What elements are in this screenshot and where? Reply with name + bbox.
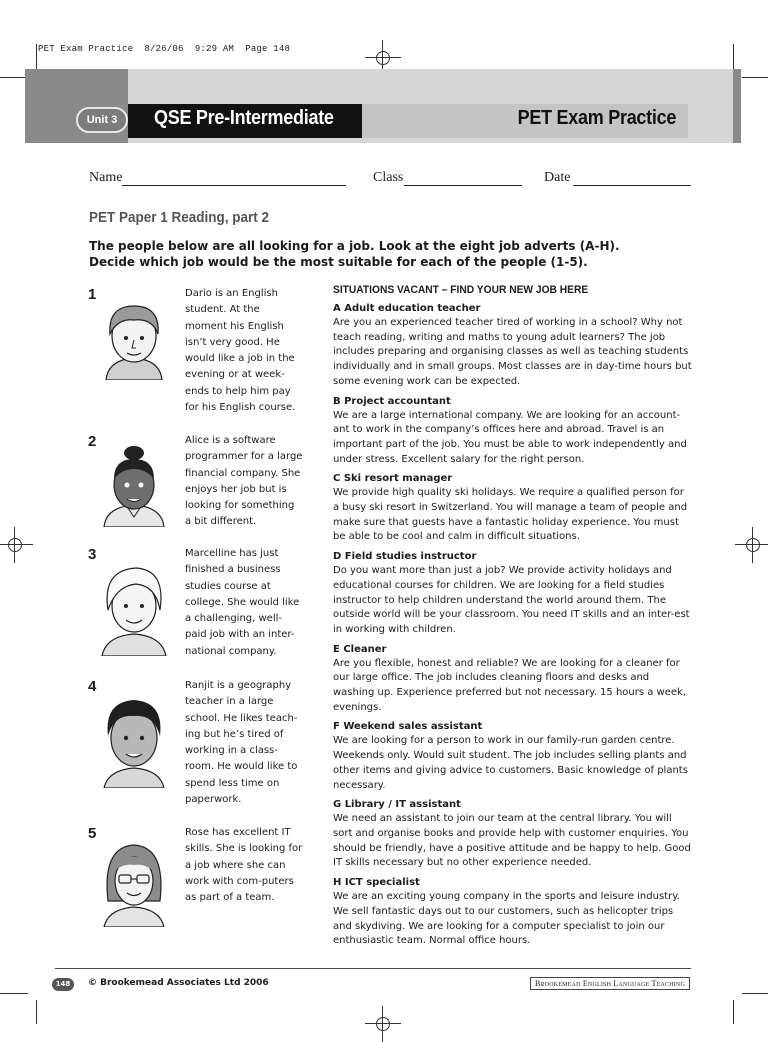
- advert-body: We need an assistant to join our team at the central library. You will sort and organise books and provide help with customer enquiries. You should be friendly, have a positive attitude and be happy to help. Good IT skills necessary but no other experience needed.: [333, 813, 691, 869]
- class-label: Class: [373, 170, 404, 185]
- advert-d: [333, 550, 693, 638]
- advert-body: Are you flexible, honest and reliable? We are looking for a cleaner for our large office. The job includes cleaning floors and desks and washing up. Experience preferred but not necessary. 15 hours a week, evenings.: [333, 657, 687, 713]
- person-description: Rose has excellent IT skills. She is looking for a job where she can work with com-puters as part of a team.: [185, 827, 303, 904]
- person-5-portrait-icon: [92, 835, 176, 927]
- advert-e: [333, 643, 693, 716]
- person-description: Ranjit is a geography teacher in a large school. He likes teach-ing but he’s tired of working in a class-room. He would like to spend less time on paperwork.: [185, 680, 298, 806]
- person-number: 3: [88, 546, 97, 563]
- advert-title: E Cleaner: [333, 643, 387, 655]
- advert-b: [333, 395, 693, 468]
- page-number-badge: 148: [52, 978, 74, 991]
- person-3: [86, 546, 306, 656]
- advert-title: D Field studies instructor: [333, 551, 477, 563]
- section-title: PET Paper 1 Reading, part 2: [89, 209, 270, 226]
- registration-mark: [5, 535, 25, 555]
- person-4-portrait-icon: [92, 688, 176, 788]
- crop-mark: [0, 993, 28, 994]
- advert-title: C Ski resort manager: [333, 473, 453, 485]
- job-adverts: [333, 284, 693, 954]
- person-1: [86, 286, 306, 414]
- crop-mark: [742, 77, 768, 78]
- advert-title: B Project accountant: [333, 395, 451, 407]
- registration-mark: [743, 535, 763, 555]
- person-number: 4: [88, 678, 97, 695]
- person-2-portrait-icon: [92, 443, 176, 527]
- advert-title: G Library / IT assistant: [333, 799, 461, 811]
- person-number: 1: [88, 286, 97, 303]
- date-field[interactable]: [573, 185, 691, 186]
- advert-body: We are looking for a person to work in our family-run garden centre. Weekends only. Would suit student. The job includes selling plants and other items and giving advice to customers. Basic knowledge of plants necessary.: [333, 735, 688, 791]
- advert-title: A Adult education teacher: [333, 303, 481, 314]
- advert-g: [333, 798, 693, 871]
- registration-mark: [373, 1014, 393, 1034]
- footer-rule: [55, 968, 691, 969]
- exam-title: PET Exam Practice: [517, 107, 676, 129]
- person-description: Dario is an English student. At the moment his English isn’t very good. He would like a job in the evening or at week-ends to help him pay for his English course.: [185, 288, 296, 414]
- person-number: 2: [88, 433, 97, 450]
- crop-mark: [36, 1000, 37, 1024]
- registration-mark: [373, 48, 393, 68]
- unit-badge: Unit 3: [76, 107, 128, 133]
- crop-mark: [733, 1000, 734, 1024]
- advert-body: We are an exciting young company in the sports and leisure industry. We sell fantastic days out to our customers, such as helicopter trips and skydiving. We are looking for a computer specialist to join our enthusiastic team. Normal office hours.: [333, 891, 680, 947]
- advert-title: H ICT specialist: [333, 877, 420, 889]
- crop-mark: [36, 44, 37, 72]
- advert-body: Do you want more than just a job? We provide activity holidays and educational courses for children. We are looking for a field studies instructor to help children understand the world around them. The outside world will be your classroom. You need IT skills and an inter-est in working with children.: [333, 565, 690, 635]
- advert-f: [333, 720, 693, 793]
- advert-body: We are a large international company. We are looking for an account-ant to work in the company’s offices here and abroad. Travel is an important part of the job. You must be able to work independently and under stress. Excellent salary for the right person.: [333, 409, 687, 465]
- advert-title: F Weekend sales assistant: [333, 721, 483, 733]
- instructions: [89, 238, 689, 270]
- adverts-heading: SITUATIONS VACANT – FIND YOUR NEW JOB HERE: [333, 284, 589, 296]
- person-1-portrait-icon: [92, 296, 176, 380]
- advert-body: Are you an experienced teacher tired of working in a school? Why not teach reading, writing and maths to young adult learners? The job includes preparing and organising classes as well as teaching students individually and in small groups. Most classes are in day-time hours but some evening work can be expected.: [333, 317, 692, 387]
- crop-mark: [0, 77, 28, 78]
- advert-a: [333, 302, 693, 390]
- person-number: 5: [88, 825, 97, 842]
- course-title: QSE Pre-Intermediate: [154, 107, 334, 129]
- name-label: Name: [89, 170, 123, 185]
- date-label: Date: [544, 170, 571, 185]
- person-description: Marcelline has just finished a business studies course at college. She would like a challenging, well-paid job with an inter-national company.: [185, 548, 300, 657]
- crop-mark: [742, 993, 768, 994]
- person-description: Alice is a software programmer for a large financial company. She enjoys her job but is looking for something a bit different.: [185, 435, 303, 528]
- instructions-line-1: The people below are all looking for a job. Look at the eight job adverts (A-H).: [89, 239, 620, 253]
- header-band-edge: [733, 69, 741, 143]
- instructions-line-2: Decide which job would be the most suitable for each of the people (1-5).: [89, 255, 588, 269]
- name-field[interactable]: [122, 185, 346, 186]
- crop-mark: [733, 44, 734, 72]
- advert-h: [333, 876, 693, 949]
- class-field[interactable]: [404, 185, 522, 186]
- advert-body: We provide high quality ski holidays. We require a qualified person for a busy ski resort in Switzerland. You will manage a team of people and make sure that guests have a fantastic holiday experience. You must be able to be cool and calm in difficult situations.: [333, 487, 688, 543]
- person-2: [86, 433, 306, 543]
- print-slug: PET Exam Practice 8/26/06 9:29 AM Page 148: [38, 44, 291, 54]
- advert-c: [333, 472, 693, 545]
- person-4: [86, 678, 306, 806]
- publisher-label: Brookemead English Language Teaching: [530, 977, 690, 990]
- person-5: [86, 825, 306, 935]
- person-3-portrait-icon: [92, 556, 176, 656]
- copyright-notice: © Brookemead Associates Ltd 2006: [88, 978, 269, 988]
